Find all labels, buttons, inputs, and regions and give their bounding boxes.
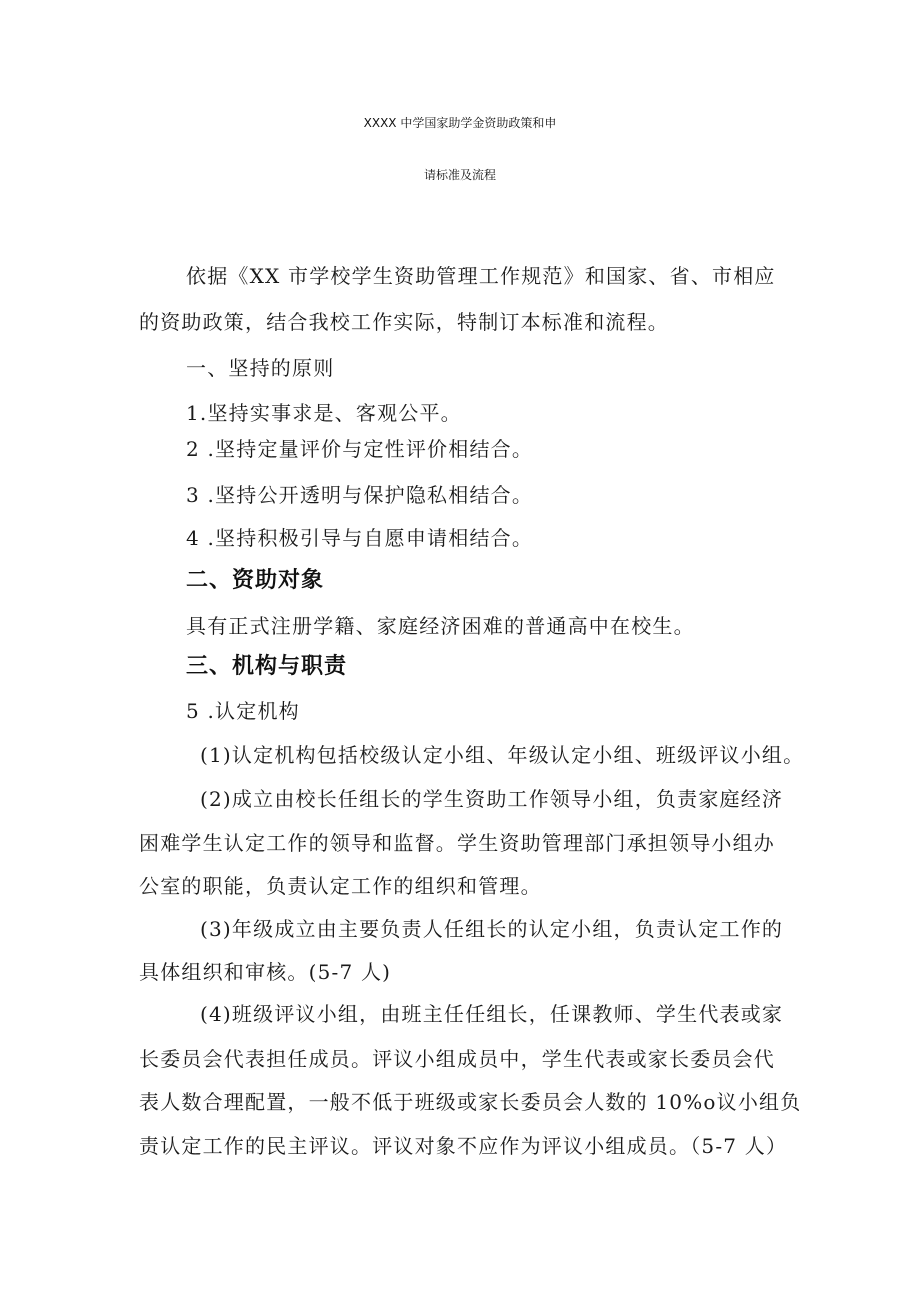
intro-line-1: 依据《XX 市学校学生资助管理工作规范》和国家、省、市相应 [186,264,776,288]
paragraph-4-line-3: 表人数合理配置，一般不低于班级或家长委员会人数的 10%o议小组负 [139,1090,802,1114]
paragraph-1: (1)认定机构包括校级认定小组、年级认定小组、班级评议小组。 [200,743,805,767]
section-2-heading: 二、资助对象 [186,568,325,593]
paragraph-4-line-2: 长委员会代表担任成员。评议小组成员中，学生代表或家长委员会代 [139,1047,775,1071]
paragraph-2-line-3: 公室的职能，负责认定工作的组织和管理。 [139,874,542,898]
paragraph-4-line-4: 责认定工作的民主评议。评议对象不应作为评议小组成员。（5-7 人） [139,1134,788,1158]
principle-item-1: 1.坚持实事求是、客观公平。 [186,401,462,425]
paragraph-2-line-2: 困难学生认定工作的领导和监督。学生资助管理部门承担领导小组办 [139,831,775,855]
subsection-5-heading: 5 .认定机构 [186,699,300,723]
paragraph-4-line-1: (4)班级评议小组，由班主任任组长，任课教师、学生代表或家 [200,1002,784,1026]
document-title-line-1: XXXX 中学国家助学金资助政策和申 [363,116,557,130]
document-title-line-2: 请标准及流程 [423,168,496,182]
intro-line-2: 的资助政策，结合我校工作实际，特制订本标准和流程。 [139,310,669,334]
section-2-text: 具有正式注册学籍、家庭经济困难的普通高中在校生。 [186,614,695,638]
principle-item-2: 2 .坚持定量评价与定性评价相结合。 [186,437,534,461]
paragraph-3-line-1: (3)年级成立由主要负责人任组长的认定小组，负责认定工作的 [200,917,784,941]
principle-item-3: 3 .坚持公开透明与保护隐私相结合。 [186,483,534,507]
paragraph-2-line-1: (2)成立由校长任组长的学生资助工作领导小组，负责家庭经济 [200,787,784,811]
principle-item-4: 4 .坚持积极引导与自愿申请相结合。 [186,526,534,550]
paragraph-3-line-2: 具体组织和审核。(5-7 人) [139,960,392,984]
section-1-heading: 一、坚持的原则 [186,356,335,380]
section-3-heading: 三、机构与职责 [186,654,348,679]
